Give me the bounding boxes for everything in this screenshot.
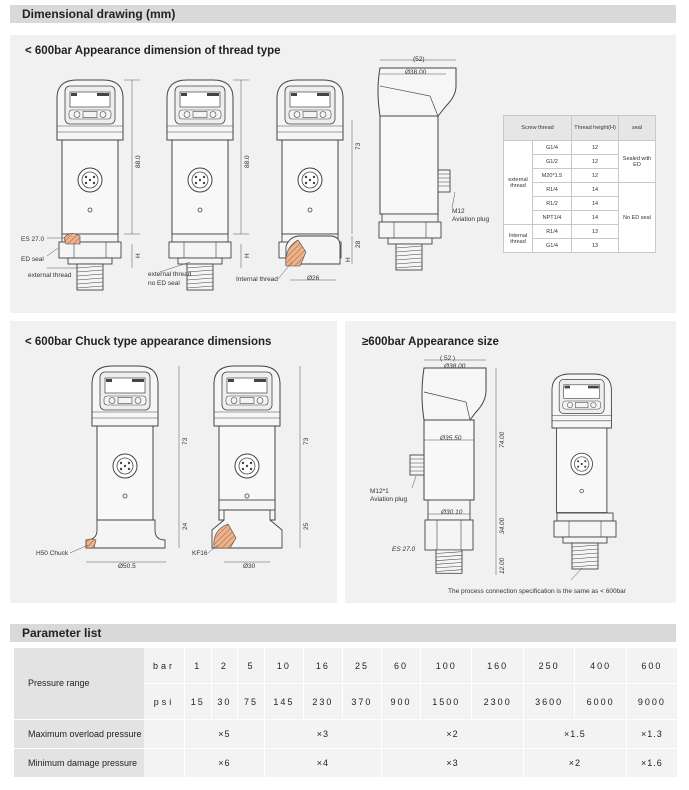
blank-cell (144, 720, 185, 749)
bar-value: 5 (238, 648, 265, 684)
600bar-panel-title: ≥600bar Appearance size (362, 336, 499, 348)
table-cell: M20*1.5 (533, 169, 572, 183)
table-cell: R1/2 (533, 197, 572, 211)
damage-value: ×1.6 (626, 749, 677, 778)
col-thread-height: Thread height(H) (572, 116, 619, 141)
bar-value: 100 (421, 648, 472, 684)
table-cell: R1/4 (533, 183, 572, 197)
no-ed-seal-label: no ED seal (148, 280, 180, 287)
dim-74: 74.00 (499, 431, 506, 448)
dim-30: Ø30 (243, 563, 256, 570)
damage-value: ×6 (185, 749, 265, 778)
parameter-table (14, 648, 677, 778)
kf16-label: KF16 (192, 550, 208, 557)
parameter-list-header (10, 624, 676, 642)
internal-thread-label: Internal thread (236, 276, 278, 283)
dim-26: Ø26 (307, 275, 320, 282)
table-cell: 14 (572, 211, 619, 225)
dim-38: Ø38.00 (405, 69, 427, 76)
group-external: external thread (504, 141, 533, 225)
damage-value: ×3 (381, 749, 523, 778)
es-label: ES 27.0 (21, 236, 45, 243)
m12-1-label: M12*1 (370, 488, 389, 495)
bar-value: 250 (523, 648, 574, 684)
table-cell: 12 (572, 141, 619, 155)
dim-88-a: 88.0 (135, 155, 142, 168)
seal-sealed: Sealed with ED (619, 141, 656, 183)
damage-value: ×4 (264, 749, 381, 778)
dim-h-c: H (345, 257, 352, 262)
table-cell: 12 (572, 155, 619, 169)
bar-value: 400 (575, 648, 626, 684)
psi-value: 1500 (421, 684, 472, 720)
dim-73: 73 (355, 142, 362, 150)
unit-bar: bar (144, 648, 185, 684)
h50-chuck-label: H50 Chuck (36, 550, 69, 557)
table-cell: G1/2 (533, 155, 572, 169)
overload-value: ×3 (264, 720, 381, 749)
table-cell: G1/4 (533, 141, 572, 155)
psi-value: 6000 (575, 684, 626, 720)
dim-73-chuck-a: 73 (182, 437, 189, 445)
dim-38-600: Ø38.00 (444, 363, 466, 370)
table-cell: 13 (572, 225, 619, 239)
aviation-plug-600-label: Aviation plug (370, 496, 408, 503)
table-cell: 12 (572, 169, 619, 183)
psi-value: 145 (264, 684, 303, 720)
dim-30-10: Ø30.10 (441, 509, 463, 516)
chuck-panel-title: < 600bar Chuck type appearance dimensions (25, 336, 272, 348)
process-connection-note: The process connection specification is the same as < 600bar (448, 588, 626, 595)
dim-50-5: Ø50.5 (118, 563, 136, 570)
bar-value: 160 (472, 648, 523, 684)
psi-value: 900 (381, 684, 420, 720)
bar-value: 600 (626, 648, 677, 684)
bar-value: 25 (342, 648, 381, 684)
col-seal: seal (619, 116, 656, 141)
section-title: Parameter list (22, 626, 102, 640)
unit-psi: psi (144, 684, 185, 720)
overload-value: ×2 (381, 720, 523, 749)
blank-cell (144, 749, 185, 778)
psi-value: 30 (211, 684, 238, 720)
es-600-label: ES 27.0 (392, 546, 416, 553)
pressure-range-label: Pressure range (14, 648, 144, 720)
table-cell: G1/4 (533, 239, 572, 253)
bar-value: 16 (303, 648, 342, 684)
overload-value: ×1.3 (626, 720, 677, 749)
bar-value: 1 (185, 648, 212, 684)
overload-label: Maximum overload pressure (14, 720, 144, 749)
damage-label: Minimum damage pressure (14, 749, 144, 778)
bar-value: 10 (264, 648, 303, 684)
external-thread-label: external thread (28, 272, 72, 279)
thread-panel-title: < 600bar Appearance dimension of thread type (25, 45, 281, 57)
bar-value: 60 (381, 648, 420, 684)
psi-value: 2300 (472, 684, 523, 720)
m12-label: M12 (452, 208, 465, 215)
dim-28: 28 (355, 240, 362, 248)
damage-value: ×2 (523, 749, 626, 778)
dim-73-chuck-b: 73 (303, 437, 310, 445)
psi-value: 15 (185, 684, 212, 720)
dim-24: 24 (182, 522, 189, 530)
table-cell: 14 (572, 197, 619, 211)
dim-34: 34.00 (499, 517, 506, 534)
dim-52-600: ( 52 ) (440, 355, 456, 362)
psi-value: 3600 (523, 684, 574, 720)
dim-h-a: H (135, 253, 142, 258)
overload-value: ×5 (185, 720, 265, 749)
table-cell: 13 (572, 239, 619, 253)
dim-25: 25 (303, 522, 310, 530)
dim-h-b: H (244, 253, 251, 258)
group-internal: Internal thread (504, 225, 533, 253)
section-title: Dimensional drawing (mm) (22, 7, 176, 21)
psi-value: 9000 (626, 684, 677, 720)
seal-none: No ED seal (619, 183, 656, 253)
dim-52: (52) (413, 56, 425, 63)
psi-value: 75 (238, 684, 265, 720)
ed-seal-label: ED seal (21, 256, 44, 263)
dim-88-b: 88.0 (244, 155, 251, 168)
psi-value: 230 (303, 684, 342, 720)
table-cell: 14 (572, 183, 619, 197)
dim-35-50: Ø35.50 (440, 435, 462, 442)
external-thread-label-2: external thread (148, 271, 192, 278)
overload-value: ×1.5 (523, 720, 626, 749)
table-cell: NPT1/4 (533, 211, 572, 225)
table-cell: R1/4 (533, 225, 572, 239)
aviation-plug-label: Aviation plug (452, 216, 490, 223)
bar-value: 2 (211, 648, 238, 684)
dim-12: 12.00 (499, 557, 506, 574)
col-screw-thread: Screw thread (504, 116, 572, 141)
psi-value: 370 (342, 684, 381, 720)
